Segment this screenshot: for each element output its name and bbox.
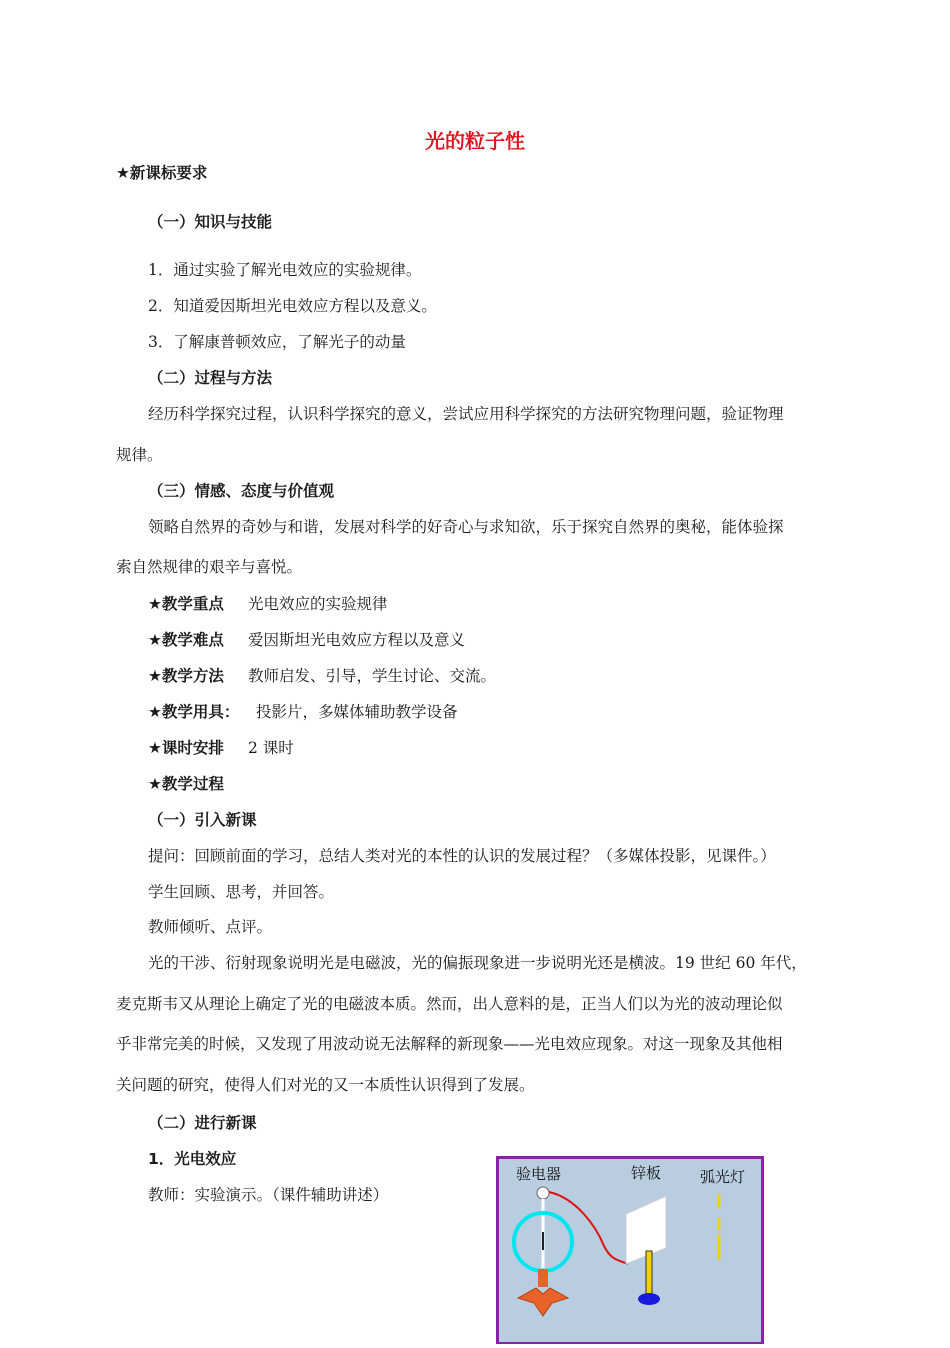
meta-label: ★课时安排 [148, 739, 224, 757]
zinc-plate-base [638, 1293, 660, 1305]
paragraph-line: 索自然规律的艰辛与喜悦。 [116, 558, 303, 576]
label-arc-lamp: 弧光灯 [700, 1168, 746, 1186]
meta-label: ★教学难点 [148, 631, 224, 649]
paragraph-line: 学生回顾、思考，并回答。 [148, 883, 335, 901]
paragraph-line: 领略自然界的奇妙与和谐，发展对科学的好奇心与求知欲，乐于探究自然界的奥秘，能体验探 [148, 518, 784, 536]
paragraph-line: 规律。 [116, 446, 163, 464]
paragraph-line: 教师倾听、点评。 [148, 918, 273, 936]
label-zinc-plate: 锌板 [631, 1164, 662, 1182]
paragraph-line: 提问：回顾前面的学习，总结人类对光的本性的认识的发展过程？（多媒体投影，见课件。） [148, 847, 776, 865]
section-heading-requirements: ★新课标要求 [116, 164, 208, 182]
meta-process-heading: ★教学过程 [148, 775, 224, 793]
meta-schedule [148, 738, 294, 758]
meta-label: ★教学重点 [148, 595, 224, 613]
meta-value: 2 课时 [248, 739, 294, 757]
photoelectric-experiment-figure [496, 1156, 764, 1344]
meta-label: ★教学用具： [148, 703, 240, 721]
meta-value: 光电效应的实验规律 [248, 595, 388, 613]
heading-intro: （一）引入新课 [148, 811, 257, 829]
meta-tools [148, 702, 458, 722]
zinc-plate-stand [646, 1251, 652, 1297]
meta-label: ★教学方法 [148, 667, 224, 685]
meta-method [148, 666, 496, 686]
paragraph-line: 关问题的研究，使得人们对光的又一本质性认识得到了发展。 [116, 1076, 535, 1094]
knowledge-item: 2．知道爱因斯坦光电效应方程以及意义。 [148, 297, 437, 315]
meta-difficulty [148, 630, 465, 650]
page-title: 光的粒子性 [425, 129, 525, 153]
paragraph-line: 教师：实验演示。（课件辅助讲述） [148, 1186, 389, 1204]
subheading-photoelectric: 1．光电效应 [148, 1150, 237, 1168]
paragraph-line: 经历科学探究过程，认识科学探究的意义，尝试应用科学探究的方法研究物理问题，验证物理 [148, 405, 784, 423]
heading-knowledge: （一）知识与技能 [148, 213, 273, 231]
electroscope-knob [537, 1187, 549, 1199]
paragraph-line: 乎非常完美的时候，又发现了用波动说无法解释的新现象——光电效应现象。对这一现象及其他相 [116, 1035, 783, 1053]
meta-value: 投影片，多媒体辅助教学设备 [256, 703, 458, 721]
meta-value: 教师启发、引导，学生讨论、交流。 [248, 667, 497, 685]
heading-newlesson: （二）进行新课 [148, 1114, 257, 1132]
meta-value: 爱因斯坦光电效应方程以及意义 [248, 631, 466, 649]
electroscope-stand [538, 1269, 548, 1287]
knowledge-item: 3．了解康普顿效应，了解光子的动量 [148, 333, 406, 351]
heading-process: （二）过程与方法 [148, 369, 273, 387]
heading-emotion: （三）情感、态度与价值观 [148, 482, 335, 500]
paragraph-line: 光的干涉、衍射现象说明光是电磁波，光的偏振现象进一步说明光还是横波。19 世纪 60 年代， [148, 954, 807, 972]
meta-focus [148, 594, 388, 614]
paragraph-line: 麦克斯韦又从理论上确定了光的电磁波本质。然而，出人意料的是，正当人们以为光的波动理论似 [116, 995, 783, 1013]
label-electroscope: 验电器 [516, 1165, 562, 1183]
knowledge-item: 1．通过实验了解光电效应的实验规律。 [148, 261, 422, 279]
